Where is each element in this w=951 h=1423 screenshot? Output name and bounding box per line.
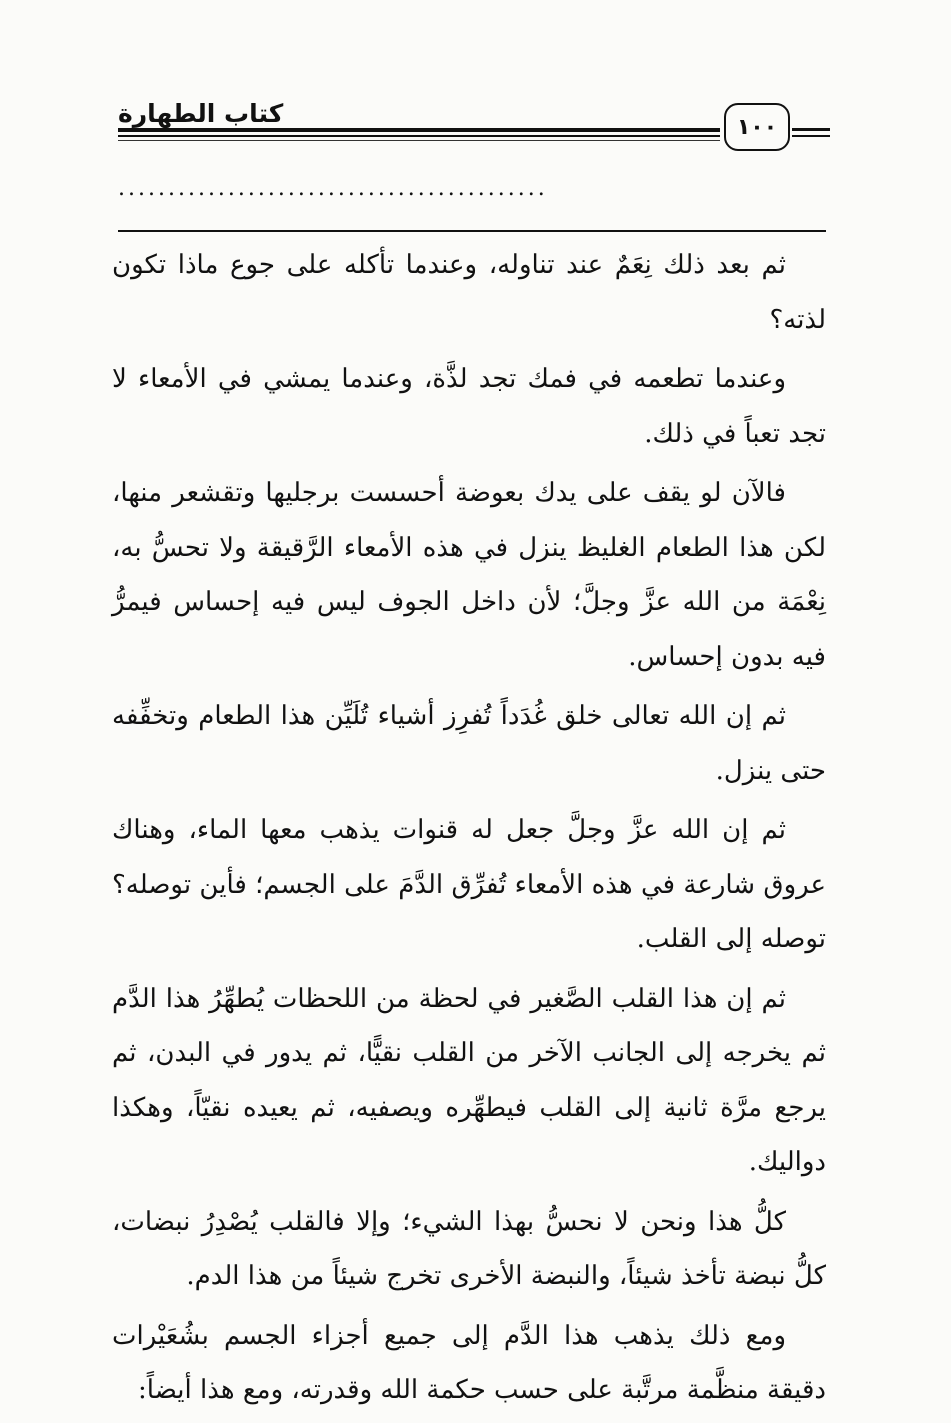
paragraph: كلُّ هذا ونحن لا نحسُّ بهذا الشيء؛ وإلا فالقلب يُصْدِرُ نبضات، كلُّ نبضة تأخذ شيئاً، والنبضة الأخرى تخرج شيئاً من هذا الدم. (112, 1206, 826, 1291)
header-rule-thin (118, 135, 720, 137)
paragraph: فالآن لو يقف على يدك بعوضة أحسست برجليها وتقشعر منها، لكن هذا الطعام الغليظ ينزل في هذه الأمعاء الرَّقيقة ولا تحسُّ به، نِعْمَة من الله عزَّ وجلَّ؛ لأن داخل الجوف ليس فيه إحساس فيمرُّ فيه بدون إحساس. (112, 478, 826, 672)
page-header (110, 95, 830, 155)
paragraph: ثم إن الله تعالى خلق غُدَداً تُفرِز أشياء تُلَيِّن هذا الطعام وتخفِّفه حتى ينزل. (112, 701, 826, 786)
page-number: ١٠٠ (724, 103, 790, 151)
paragraph: ثم إن هذا القلب الصَّغير في لحظة من اللحظات يُطهِّرُ هذا الدَّم ثم يخرجه إلى الجانب الآخر من القلب نقيًّا، ثم يدور في البدن، ثم يرجع مرَّة ثانية إلى القلب فيطهِّره ويصفيه، ثم يعيده نقيّاً، وهكذا دواليك. (112, 983, 826, 1177)
header-rule-right-thin (792, 135, 830, 137)
paragraph: ومع ذلك يذهب هذا الدَّم إلى جميع أجزاء الجسم بشُعَيْرات دقيقة منظَّمة مرتَّبة على حسب حكمة الله وقدرته، ومع هذا أيضاً: (112, 1320, 826, 1405)
header-rule-thin-lower (118, 140, 720, 141)
paragraph: ثم بعد ذلك نِعَمٌ عند تناوله، وعندما تأكله على جوع ماذا تكون لذته؟ (112, 250, 826, 335)
paragraph: وعندما تطعمه في فمك تجد لذَّة، وعندما يمشي في الأمعاء لا تجد تعباً في ذلك. (112, 364, 826, 449)
header-rule-thick (118, 128, 720, 132)
book-title: كتاب الطهارة (118, 99, 284, 128)
paragraph: ثم إن الله عزَّ وجلَّ جعل له قنوات يذهب معها الماء، وهناك عروق شارعة في هذه الأمعاء تُفرِّق الدَّمَ على الجسم؛ فأين توصله؟ توصله إلى القلب. (112, 815, 826, 954)
section-separator (118, 230, 826, 232)
ellipsis-dots: ........................................... (118, 176, 548, 201)
header-rule-right-thick (792, 128, 830, 131)
body-text (112, 238, 826, 1423)
